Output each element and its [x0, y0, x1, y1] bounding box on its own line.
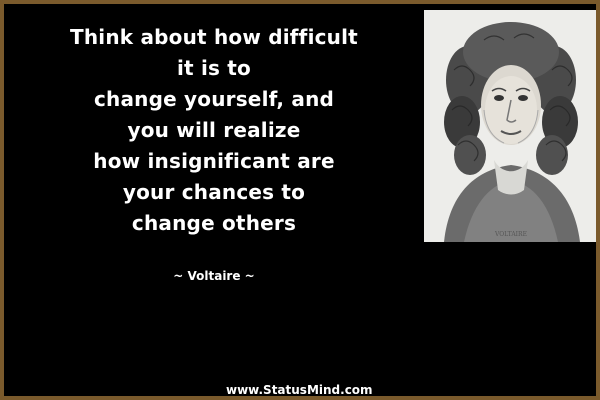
- quote-author: ~ Voltaire ~: [173, 269, 255, 283]
- quote-line: your chances to: [122, 180, 306, 204]
- portrait-engraving: [424, 10, 598, 242]
- author-portrait: [424, 10, 598, 242]
- website-link[interactable]: www.StatusMind.com: [226, 383, 373, 397]
- quote-text: [14, 22, 414, 239]
- portrait-caption: VOLTAIRE: [495, 231, 527, 238]
- quote-line: it is to: [176, 56, 251, 80]
- quote-line: how insignificant are: [93, 149, 335, 173]
- quote-line: you will realize: [127, 118, 301, 142]
- quote-line: Think about how difficult: [70, 25, 358, 49]
- quote-line: change others: [131, 211, 297, 235]
- quote-line: change yourself, and: [93, 87, 335, 111]
